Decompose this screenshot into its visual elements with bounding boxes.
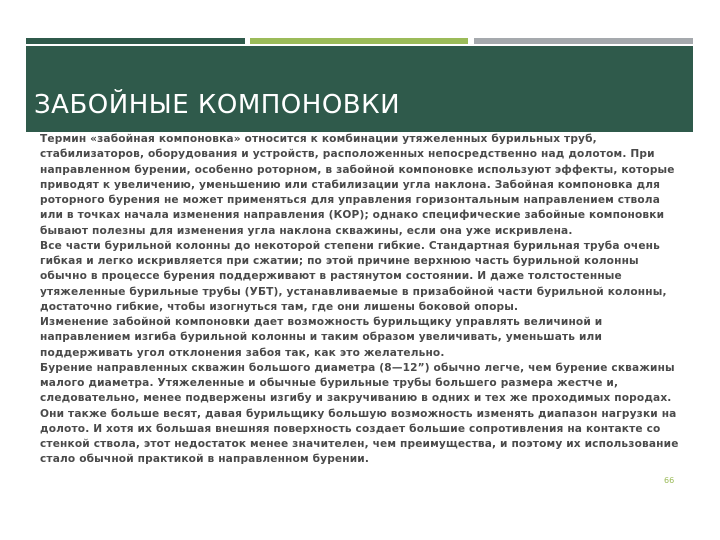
body-paragraph-1: Термин «забойная компоновка» относится к комбинации утяжеленных бурильных труб, стабилизаторов, оборудования и устройств, расположенных непосредственно над долотом. При направленном бурении, особенно роторном, в забойной компоновке используют эффекты, которые приводят к увеличению, уменьшению или стабилизации угла наклона. Забойная компоновка для роторного бурения не может применяться для управления горизонтальным направлением ствола или в точках начала изменения направления (КОР); однако специфические забойные компоновки бывают полезны для изменения угла наклона скважины, если она уже искривлена.: [40, 133, 675, 237]
accent-bar-dark: [26, 38, 245, 44]
page-number: 66: [664, 476, 675, 485]
body-paragraph-2: Все части бурильной колонны до некоторой степени гибкие. Стандартная бурильная труба очень гибкая и легко искривляется при сжатии; по этой причине верхнюю часть бурильной колонны обычно в процессе бурения поддерживают в растянутом состоянии. И даже толстостенные утяжеленные бурильные трубы (УБТ), устанавливаемые в призабойной части бурильной колонны, достаточно гибкие, чтобы изогнуться там, где они лишены боковой опоры.: [40, 239, 667, 313]
body-paragraph-4: Бурение направленных скважин большого диаметра (8—12”) обычно легче, чем бурение скважины малого диаметра. Утяжеленные и обычные бурильные трубы большего размера жестче и, следовательно, менее подвержены изгибу и закручиванию в одних и тех же проходимых породах. Они также больше весят, давая бурильщику большую возможность изменять диапазон нагрузки на долото. И хотя их большая внешняя поверхность создает большие сопротивления на контакте со стенкой ствола, этот недостаток менее значителен, чем преимущества, и поэтому их использование стало обычной практикой в направленном бурении.: [40, 361, 679, 466]
accent-bar-green: [250, 38, 468, 44]
slide-body: [40, 132, 686, 468]
slide-title: ЗАБОЙНЫЕ КОМПОНОВКИ: [34, 90, 401, 120]
body-paragraph-3: Изменение забойной компоновки дает возможность бурильщику управлять величиной и направлением изгиба бурильной колонны и таким образом увеличивать, уменьшать или поддерживать угол отклонения забоя так, как это желательно.: [40, 316, 603, 359]
accent-bar-gray: [474, 38, 693, 44]
